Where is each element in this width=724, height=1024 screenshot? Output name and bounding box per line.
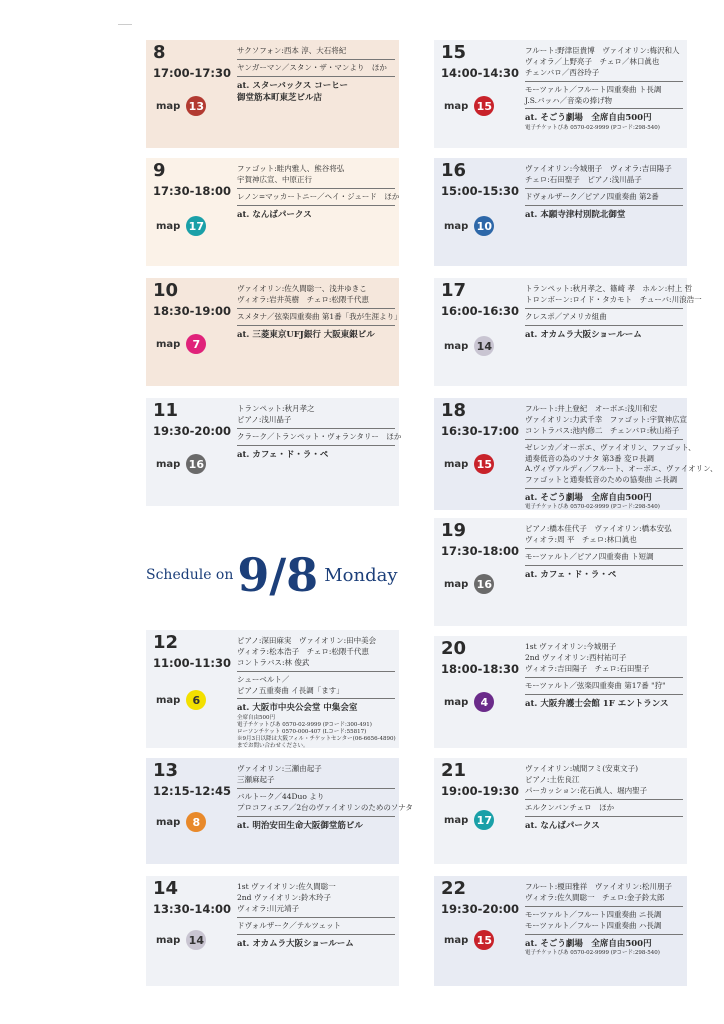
event-time: 16:00-16:30 — [441, 304, 519, 318]
ticket-note: までお問い合わせください。 — [237, 743, 309, 750]
program-line: モーツァルト／ピアノ四重奏曲 ト短調 — [525, 551, 654, 561]
venue-line: at. 本願寺津村別院北御堂 — [525, 209, 626, 220]
performer-line: ファゴット:畦内雅人、熊谷将弘 — [237, 164, 345, 173]
schedule-day: Monday — [324, 564, 398, 586]
event-number: 16 — [441, 160, 467, 181]
map-label: map — [156, 220, 181, 232]
map-number-badge: 4 — [474, 692, 494, 712]
performers-section — [237, 284, 395, 309]
map-label: map — [156, 934, 181, 946]
event-time: 18:30-19:00 — [153, 304, 231, 318]
performers-section — [525, 764, 683, 800]
venue-line: at. 大阪弁護士会館 1F エントランス — [525, 698, 669, 709]
performers-section — [525, 46, 683, 82]
program-section — [525, 85, 683, 110]
program-line: クレスポ／アメリカ組曲 — [525, 311, 607, 321]
event-time: 17:00-17:30 — [153, 66, 231, 80]
event-number: 10 — [153, 280, 179, 301]
map-reference — [156, 96, 206, 116]
map-reference — [156, 334, 206, 354]
program-line: ドヴォルザーク／ピアノ四重奏曲 第2番 — [525, 191, 659, 201]
map-number-badge: 16 — [186, 454, 206, 474]
map-label: map — [444, 934, 469, 946]
performer-line: 2nd ヴァイオリン:鈴木玲子 — [237, 892, 332, 902]
map-label: map — [444, 696, 469, 708]
event-time: 13:30-14:00 — [153, 902, 231, 916]
venue-section — [237, 80, 395, 107]
program-section — [525, 910, 683, 935]
venue-section — [525, 698, 683, 712]
performer-line: ヴィオラ:佐久間聡一 チェロ:金子鈴太郎 — [525, 892, 665, 902]
map-label: map — [444, 220, 469, 232]
event-card-20 — [434, 636, 687, 748]
performer-line: トランペット:秋月孝之、篠崎 孝 ホルン:村上 哲 — [525, 284, 693, 293]
event-details — [525, 164, 683, 226]
venue-line: at. オカムラ大阪ショールーム — [237, 938, 354, 949]
venue-line: at. そごう劇場 全席自由500円 — [525, 113, 652, 124]
program-line: エルクンバンチェロ ほか — [525, 802, 615, 812]
event-number: 12 — [153, 632, 179, 653]
map-label: map — [444, 814, 469, 826]
map-number-badge: 10 — [474, 216, 494, 236]
performer-line: 2nd ヴァイオリン:西村祐可子 — [525, 652, 627, 662]
event-card-13 — [146, 758, 413, 864]
performer-line: チェンバロ／西谷玲子 — [525, 67, 600, 77]
map-label: map — [156, 694, 181, 706]
event-time: 17:30-18:00 — [153, 184, 231, 198]
program-line: モーツァルト／フルート四重奏曲 ト長調 — [525, 84, 662, 94]
program-line: レノン=マッカートニー／ヘイ・ジュード ほか — [237, 191, 400, 201]
performer-line: 1st ヴァイオリン:佐久間聡一 — [237, 882, 336, 891]
event-number: 21 — [441, 760, 467, 781]
program-section — [525, 803, 683, 817]
event-card-14 — [146, 876, 399, 986]
program-line: クラーク／トランペット・ヴォランタリー ほか — [237, 431, 402, 441]
venue-section — [525, 569, 683, 583]
map-reference — [444, 574, 494, 594]
event-number: 15 — [441, 42, 467, 63]
event-details — [237, 404, 402, 466]
map-label: map — [156, 100, 181, 112]
venue-section — [525, 492, 683, 513]
map-reference — [156, 454, 206, 474]
event-details — [525, 404, 718, 517]
venue-section — [237, 702, 395, 752]
venue-section — [525, 938, 683, 959]
program-line: J.S.バッハ／音楽の捧げ物 — [525, 95, 613, 105]
venue-line: at. オカムラ大阪ショールーム — [525, 329, 642, 340]
performers-section — [237, 764, 395, 789]
event-number: 11 — [153, 400, 179, 421]
performer-line: フルート:野津臣貴博 ヴァイオリン:梅沢和人 — [525, 46, 680, 55]
map-reference — [444, 216, 494, 236]
event-card-10 — [146, 278, 402, 386]
schedule-heading — [146, 540, 406, 610]
map-reference — [444, 454, 494, 474]
program-section — [525, 552, 683, 566]
ticket-note: 電子チケットぴあ 0570-02-9999 (Pコード:300-491) — [237, 721, 372, 728]
performers-section — [525, 642, 683, 678]
venue-section — [237, 449, 395, 463]
program-line: 通奏低音の為のソナタ 第3番 変ロ長調 — [525, 453, 655, 463]
program-line: ヤンガーマン／スタン・ザ・マンより ほか — [237, 62, 387, 72]
venue-section — [525, 209, 683, 223]
program-section — [237, 63, 395, 77]
performers-section — [525, 524, 683, 549]
program-section — [237, 431, 402, 446]
performer-line: 三瀬麻起子 — [237, 774, 275, 784]
map-label: map — [444, 578, 469, 590]
map-number-badge: 17 — [186, 216, 206, 236]
map-reference — [444, 96, 494, 116]
event-number: 20 — [441, 638, 467, 659]
ticket-note: 電子チケットぴあ 0570-02-9999 (Pコード:298-540) — [525, 949, 660, 956]
event-time: 18:00-18:30 — [441, 662, 519, 676]
event-card-12 — [146, 630, 399, 748]
performers-section — [237, 636, 395, 672]
program-line: ドヴォルザーク／テルツェット — [237, 920, 342, 930]
venue-section — [237, 209, 395, 223]
event-details — [237, 164, 400, 226]
event-time: 17:30-18:00 — [441, 544, 519, 558]
event-details — [237, 882, 395, 955]
event-number: 14 — [153, 878, 179, 899]
performer-line: ピアノ:土佐良江 — [525, 774, 580, 784]
performer-line: ヴァイオリン:力武千幸 ファゴット:宇賀神広宣 — [525, 414, 687, 424]
event-number: 9 — [153, 160, 166, 181]
event-details — [237, 284, 402, 346]
performer-line: 1st ヴァイオリン:今城朋子 — [525, 642, 617, 651]
event-card-9 — [146, 158, 399, 266]
performers-section — [525, 404, 687, 440]
performers-section — [525, 164, 683, 189]
event-number: 19 — [441, 520, 467, 541]
venue-section — [237, 938, 395, 952]
venue-line: at. 大阪市中央公会堂 中集会室 — [237, 703, 358, 714]
event-number: 17 — [441, 280, 467, 301]
event-card-19 — [434, 518, 687, 626]
program-line: スメタナ／弦楽四重奏曲 第1番「我が生涯より」 — [237, 311, 402, 321]
performer-line: 宇賀神広宣、中原正行 — [237, 174, 312, 184]
performers-section — [525, 284, 702, 309]
ticket-note: 全席自由500円 — [237, 714, 275, 721]
venue-line: at. なんばパークス — [237, 209, 312, 220]
event-time: 16:30-17:00 — [441, 424, 519, 438]
event-time: 19:00-19:30 — [441, 784, 519, 798]
map-reference — [444, 336, 494, 356]
venue-line: at. カフェ・ド・ラ・ペ — [237, 449, 329, 460]
map-number-badge: 6 — [186, 690, 206, 710]
program-section — [237, 791, 413, 817]
performer-line: ヴァイオリン:今城朋子 ヴィオラ:吉田陽子 — [525, 164, 672, 173]
program-section — [525, 192, 683, 206]
schedule-date: 9/8 — [237, 548, 319, 602]
performer-line: ピアノ:深田麻実 ヴァイオリン:田中美会 — [237, 636, 377, 645]
map-reference — [444, 692, 494, 712]
performers-section — [237, 404, 395, 429]
event-number: 8 — [153, 42, 166, 63]
map-number-badge: 15 — [474, 930, 494, 950]
map-number-badge: 16 — [474, 574, 494, 594]
map-label: map — [444, 100, 469, 112]
map-number-badge: 13 — [186, 96, 206, 116]
performers-section — [525, 882, 683, 907]
program-section — [525, 681, 683, 695]
performer-line: ピアノ:橋本佳代子 ヴァイオリン:橋本安弘 — [525, 524, 672, 533]
performer-line: ヴィオラ／上野亮子 チェロ／林口眞也 — [525, 56, 660, 66]
program-line: ゼレンカ／オーボエ、ヴァイオリン、ファゴット、 — [525, 442, 696, 452]
program-section — [237, 921, 395, 935]
event-number: 22 — [441, 878, 467, 899]
venue-line: at. そごう劇場 全席自由500円 — [525, 938, 652, 949]
map-number-badge: 8 — [186, 812, 206, 832]
program-section — [237, 191, 400, 206]
venue-line: at. 三菱東京UFJ銀行 大阪東銀ビル — [237, 329, 375, 340]
map-number-badge: 14 — [474, 336, 494, 356]
performer-line: サクソフォン:西本 淳、大石将紀 — [237, 46, 347, 55]
performers-section — [237, 46, 395, 60]
map-label: map — [444, 340, 469, 352]
event-time: 19:30-20:00 — [153, 424, 231, 438]
event-card-17 — [434, 278, 702, 386]
performer-line: ヴァイオリン:佐久間聡一、浅井ゆきこ — [237, 284, 367, 293]
performers-section — [237, 882, 395, 918]
event-card-8 — [146, 40, 399, 148]
event-card-22 — [434, 876, 687, 986]
map-reference — [444, 810, 494, 830]
event-details — [237, 764, 413, 837]
performers-section — [237, 164, 395, 189]
ticket-note: 電子チケットぴあ 0570-02-9999 (Pコード:298-540) — [525, 124, 660, 131]
event-details — [237, 46, 395, 109]
program-section — [237, 311, 402, 326]
event-time: 15:00-15:30 — [441, 184, 519, 198]
map-reference — [156, 930, 206, 950]
event-time: 19:30-20:00 — [441, 902, 519, 916]
performer-line: ヴィオラ:岩井英樹 チェロ:松隈千代恵 — [237, 294, 369, 304]
event-card-15 — [434, 40, 687, 148]
event-card-18 — [434, 398, 718, 511]
program-section — [525, 442, 718, 490]
map-number-badge: 15 — [474, 454, 494, 474]
event-card-21 — [434, 758, 687, 864]
performer-line: コントラバス:林 俊武 — [237, 657, 310, 667]
event-details — [525, 764, 683, 837]
performer-line: ピアノ:浅川晶子 — [237, 414, 292, 424]
map-reference — [444, 930, 494, 950]
event-details — [237, 636, 395, 755]
venue-line: 御堂筋本町東芝ビル店 — [237, 93, 323, 104]
venue-line: at. そごう劇場 全席自由500円 — [525, 493, 652, 504]
venue-section — [525, 112, 683, 133]
event-time: 12:15-12:45 — [153, 784, 231, 798]
schedule-label: Schedule on — [146, 567, 234, 583]
map-number-badge: 15 — [474, 96, 494, 116]
map-reference — [156, 812, 206, 832]
map-number-badge: 14 — [186, 930, 206, 950]
event-details — [525, 284, 702, 346]
venue-line: at. カフェ・ド・ラ・ペ — [525, 569, 617, 580]
program-line: A.ヴィヴァルディ／フルート、オーボエ、ヴァイオリン、 — [525, 464, 718, 474]
program-line: モーツァルト／フルート四重奏曲 ニ長調 — [525, 909, 662, 919]
program-line: バルトーク／44Duo より — [237, 791, 325, 801]
performer-line: ヴィオラ:川元靖子 — [237, 903, 300, 913]
map-number-badge: 7 — [186, 334, 206, 354]
venue-section — [237, 820, 395, 834]
program-line: モーツァルト／フルート四重奏曲 ハ長調 — [525, 920, 662, 930]
map-label: map — [156, 458, 181, 470]
performer-line: コントラバス:池内修二 チェンバロ:秋山裕子 — [525, 425, 680, 435]
program-section — [525, 312, 683, 326]
event-card-11 — [146, 398, 402, 506]
performer-line: トロンボーン:ロイド・タカモト チューバ:川浪浩一 — [525, 294, 702, 304]
performer-line: パーカッション:花石眞人、堀内聖子 — [525, 785, 648, 795]
event-time: 11:00-11:30 — [153, 656, 231, 670]
event-details — [525, 642, 683, 715]
performer-line: ヴィオラ:松本浩子 チェロ:松隈千代恵 — [237, 646, 369, 656]
event-details — [525, 524, 683, 586]
event-card-16 — [434, 158, 687, 266]
program-line: シューベルト／ — [237, 674, 290, 684]
performer-line: フルート:井上登紀 オーボエ:浅川和宏 — [525, 404, 658, 413]
performer-line: ヴァイオリン:三瀬由起子 — [237, 764, 322, 773]
map-label: map — [444, 458, 469, 470]
venue-section — [525, 820, 683, 834]
event-number: 18 — [441, 400, 467, 421]
event-details — [525, 882, 683, 962]
event-time: 14:00-14:30 — [441, 66, 519, 80]
performer-line: ヴィオラ:周 平 チェロ:林口眞也 — [525, 534, 637, 544]
ticket-note: ※9月3日以降は大阪フィル・チケットセンター(06-6656-4890) — [237, 736, 396, 743]
performer-line: チェロ:石田聖子 ピアノ:浅川晶子 — [525, 174, 642, 184]
performer-line: ヴィオラ:吉田陽子 チェロ:石田聖子 — [525, 663, 650, 673]
venue-line: at. なんばパークス — [525, 820, 600, 831]
performer-line: ヴァイオリン:城間フミ(安東文子) — [525, 764, 639, 773]
map-label: map — [156, 816, 181, 828]
map-reference — [156, 690, 206, 710]
venue-line: at. 明治安田生命大阪御堂筋ビル — [237, 820, 363, 831]
event-details — [525, 46, 683, 137]
program-line: プロコフィエフ／2台のヴァイオリンのためのソナタ — [237, 802, 413, 812]
ticket-note: 電子チケットぴあ 0570-02-9999 (Pコード:298-540) — [525, 504, 660, 511]
program-line: ピアノ五重奏曲 イ長調「ます」 — [237, 685, 344, 695]
performer-line: フルート:榎田雅祥 ヴァイオリン:松川朋子 — [525, 882, 672, 891]
map-reference — [156, 216, 206, 236]
program-line: ファゴットと通奏低音のための協奏曲 ニ長調 — [525, 475, 678, 485]
program-line: モーツァルト／弦楽四重奏曲 第17番 "狩" — [525, 680, 666, 690]
performer-line: トランペット:秋月孝之 — [237, 404, 315, 413]
venue-line: at. スターバックス コーヒー — [237, 80, 348, 91]
venue-section — [237, 329, 395, 343]
map-label: map — [156, 338, 181, 350]
program-section — [237, 675, 395, 700]
event-number: 13 — [153, 760, 179, 781]
ticket-note: ローソンチケット 0570-000-407 (Lコード:55817) — [237, 728, 367, 735]
decorative-line — [118, 24, 132, 25]
map-number-badge: 17 — [474, 810, 494, 830]
venue-section — [525, 329, 683, 343]
